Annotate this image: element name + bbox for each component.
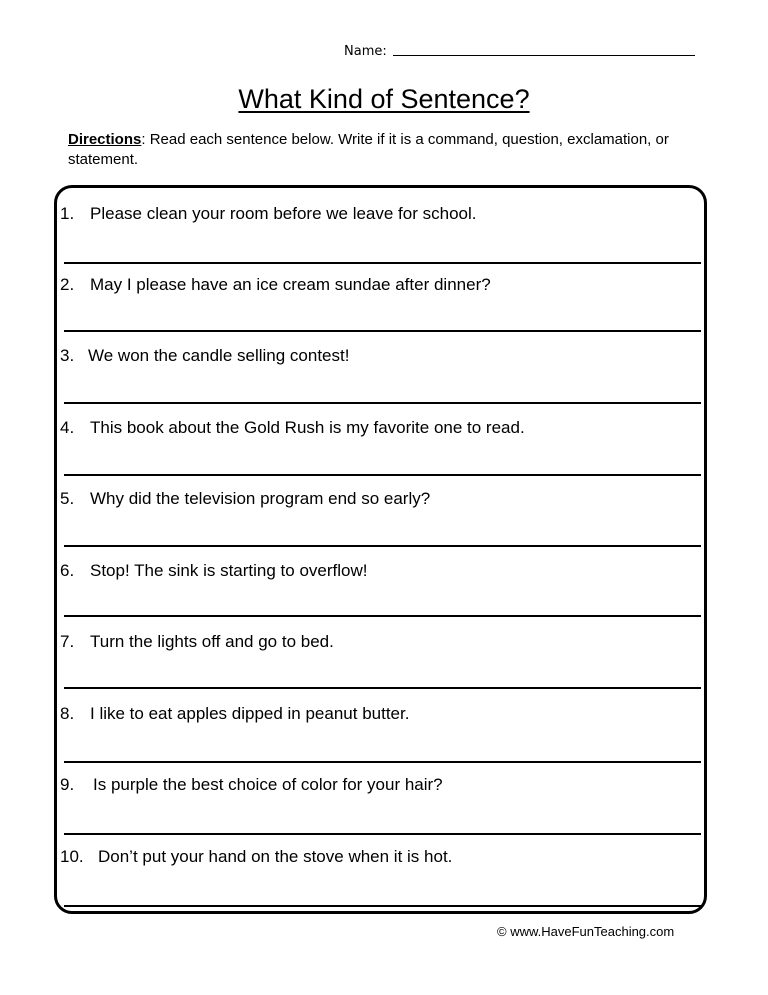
question-number: 10. [60,847,84,866]
answer-line[interactable] [64,687,701,689]
question-item [60,274,700,296]
question-number: 9. [60,775,75,794]
question-text: Turn the lights off and go to bed. [90,632,334,651]
question-item [60,345,700,367]
answer-line[interactable] [64,833,701,835]
question-text: We won the candle selling contest! [88,346,350,365]
question-item [60,774,700,796]
answer-line[interactable] [64,330,701,332]
name-write-line[interactable] [393,54,695,56]
question-text: Why did the television program end so early? [90,489,431,508]
question-text: Don’t put your hand on the stove when it is hot. [98,847,453,866]
question-item [60,488,700,510]
answer-line[interactable] [64,474,701,476]
answer-line[interactable] [64,262,701,264]
question-item [60,631,700,653]
name-field [344,44,695,59]
answer-line[interactable] [64,615,701,617]
directions-label: Directions [68,131,142,148]
question-item [60,417,700,439]
question-number: 3. [60,346,75,365]
question-number: 2. [60,275,75,294]
question-item [60,846,700,868]
question-number: 6. [60,561,75,580]
question-text: Please clean your room before we leave for school. [90,204,477,223]
directions [68,130,688,170]
copyright-notice: © www.HaveFunTeaching.com [497,924,675,939]
name-label: Name: [344,44,387,59]
question-text: Stop! The sink is starting to overflow! [90,561,368,580]
question-item [60,203,700,225]
question-text: This book about the Gold Rush is my favorite one to read. [90,418,525,437]
answer-line[interactable] [64,402,701,404]
question-text: Is purple the best choice of color for your hair? [93,775,443,794]
question-number: 8. [60,704,75,723]
question-number: 4. [60,418,75,437]
question-number: 5. [60,489,75,508]
question-item [60,560,700,582]
question-text: I like to eat apples dipped in peanut butter. [90,704,410,723]
answer-line[interactable] [64,761,701,763]
question-number: 7. [60,632,75,651]
question-text: May I please have an ice cream sundae after dinner? [90,275,491,294]
answer-line[interactable] [64,545,701,547]
directions-text: : Read each sentence below. Write if it is a command, question, exclamation, or statement. [68,131,669,168]
question-item [60,703,700,725]
page-title: What Kind of Sentence? [238,84,530,114]
answer-line[interactable] [64,905,701,907]
question-number: 1. [60,204,75,223]
